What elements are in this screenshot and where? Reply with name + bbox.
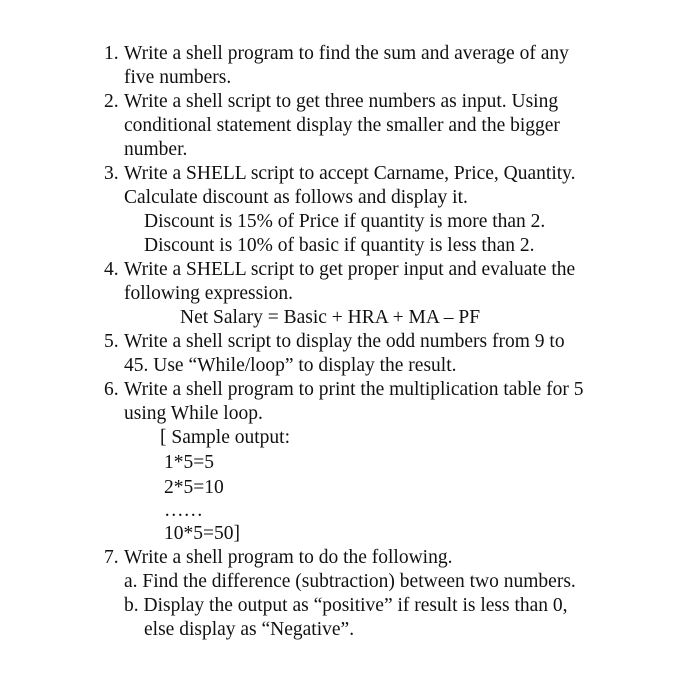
item-7-sub-a: a. Find the difference (subtraction) between two numbers. [124, 571, 576, 592]
item-3-line-2: Calculate discount as follows and display it. [124, 187, 468, 208]
item-6-sample-ellipsis: …… [164, 500, 203, 521]
item-2-number: 2. [104, 91, 119, 112]
item-5-number: 5. [104, 331, 119, 352]
item-2-line-3: number. [124, 139, 188, 160]
item-6-sample-line-3: 10*5=50] [164, 523, 240, 544]
item-6-line-2: using While loop. [124, 403, 263, 424]
item-5-line-1: Write a shell script to display the odd numbers from 9 to [124, 331, 565, 352]
item-6-number: 6. [104, 379, 119, 400]
item-1-line-1: Write a shell program to find the sum and average of any [124, 43, 569, 64]
item-3-line-3: Discount is 15% of Price if quantity is more than 2. [144, 211, 546, 232]
item-4-formula: Net Salary = Basic + HRA + MA – PF [180, 307, 481, 328]
item-5-line-2: 45. Use “While/loop” to display the result. [124, 355, 457, 376]
item-6-line-1: Write a shell program to print the multiplication table for 5 [124, 379, 584, 400]
item-2-line-1: Write a shell script to get three numbers as input. Using [124, 91, 559, 112]
item-7-sub-b-cont: else display as “Negative”. [144, 619, 355, 640]
item-3-line-1: Write a SHELL script to accept Carname, Price, Quantity. [124, 163, 576, 184]
item-1-line-2: five numbers. [124, 67, 232, 88]
item-3-number: 3. [104, 163, 119, 184]
item-6-sample-line-1: 1*5=5 [164, 452, 214, 473]
item-7-number: 7. [104, 547, 119, 568]
item-7-sub-b: b. Display the output as “positive” if result is less than 0, [124, 595, 568, 616]
item-2-line-2: conditional statement display the smaller and the bigger [124, 115, 560, 136]
item-4-number: 4. [104, 259, 119, 280]
item-1-number: 1. [104, 43, 119, 64]
item-4-line-2: following expression. [124, 283, 293, 304]
item-4-line-1: Write a SHELL script to get proper input and evaluate the [124, 259, 576, 280]
item-7-line-1: Write a shell program to do the following. [124, 547, 453, 568]
item-6-sample-line-2: 2*5=10 [164, 477, 224, 498]
item-6-sample-header: [ Sample output: [160, 427, 290, 448]
item-3-line-4: Discount is 10% of basic if quantity is less than 2. [144, 235, 535, 256]
